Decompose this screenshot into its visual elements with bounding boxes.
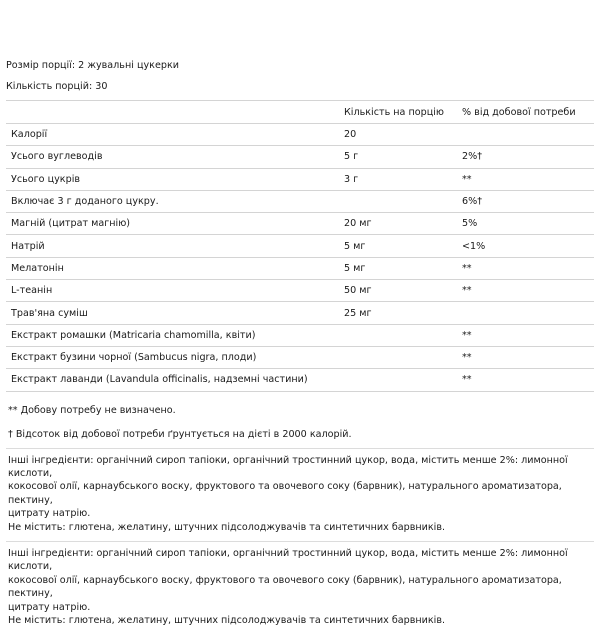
nutrient-amount: 20 мг (339, 213, 457, 235)
table-row (6, 346, 594, 368)
table-row (6, 257, 594, 279)
table-header-row (6, 101, 594, 124)
nutrient-name: Трав'яна суміш (6, 302, 339, 324)
nutrient-name: Включає 3 г доданого цукру. (6, 190, 339, 212)
free-from-line: Не містить: глютена, желатину, штучних підсолоджувачів та синтетичних барвників. (8, 615, 446, 627)
nutrient-name: Екстракт ромашки (Matricaria chamomilla, квіти) (6, 324, 339, 346)
table-row (6, 369, 594, 391)
table-row (6, 280, 594, 302)
footnote-dv-basis: † Відсоток від добової потреби ґрунтується на дієті в 2000 калорій. (8, 428, 352, 440)
nutrient-daily-value: ** (457, 346, 594, 368)
ingredients-block (6, 547, 594, 627)
ingredients-line: цитрату натрію. (8, 508, 91, 520)
nutrient-name: L-теанін (6, 280, 339, 302)
nutrient-name: Магній (цитрат магнію) (6, 213, 339, 235)
nutrient-daily-value (457, 302, 594, 324)
nutrient-daily-value: ** (457, 369, 594, 391)
nutrient-name: Натрій (6, 235, 339, 257)
nutrient-daily-value: ** (457, 280, 594, 302)
table-row (6, 302, 594, 324)
nutrient-amount (339, 369, 457, 391)
free-from-line: Не містить: глютена, желатину, штучних підсолоджувачів та синтетичних барвників. (8, 521, 446, 533)
nutrient-name: Екстракт бузини чорної (Sambucus nigra, плоди) (6, 346, 339, 368)
nutrition-table (6, 100, 594, 392)
nutrient-amount: 5 г (339, 146, 457, 168)
divider (6, 448, 594, 449)
table-row (6, 235, 594, 257)
divider (6, 541, 594, 542)
table-row (6, 324, 594, 346)
column-header-daily-value: % від добової потреби (457, 101, 594, 124)
nutrient-name: Усього вуглеводів (6, 146, 339, 168)
ingredients-line: Інші інгредієнти: органічний сироп тапіоки, органічний тростинний цукор, вода, містить менше 2%: лимонної кислоти, (8, 454, 568, 479)
servings-count: Кількість порцій: 30 (6, 81, 108, 92)
nutrient-amount: 20 (339, 124, 457, 146)
nutrient-amount: 5 мг (339, 257, 457, 279)
nutrient-daily-value (457, 124, 594, 146)
nutrient-name: Мелатонін (6, 257, 339, 279)
table-row (6, 213, 594, 235)
ingredients-line: Інші інгредієнти: органічний сироп тапіоки, органічний тростинний цукор, вода, містить менше 2%: лимонної кислоти, (8, 548, 568, 573)
ingredients-line: кокосової олії, карнаубського воску, фруктового та овочевого соку (барвник), натурального ароматизатора, пектину, (8, 481, 562, 506)
table-row (6, 146, 594, 168)
ingredients-line: кокосової олії, карнаубського воску, фруктового та овочевого соку (барвник), натурального ароматизатора, пектину, (8, 574, 562, 600)
nutrient-amount (339, 324, 457, 346)
serving-size: Розмір порції: 2 жувальні цукерки (6, 60, 179, 71)
nutrient-amount: 5 мг (339, 235, 457, 257)
nutrient-daily-value: <1% (457, 235, 594, 257)
nutrient-amount (339, 190, 457, 212)
supplement-facts (6, 55, 594, 627)
table-row (6, 168, 594, 190)
nutrient-daily-value: 6%† (457, 190, 594, 212)
ingredients-block (6, 454, 594, 534)
table-row (6, 124, 594, 146)
footnote-dv-not-established: ** Добову потребу не визначено. (8, 404, 176, 416)
ingredients-line: цитрату натрію. (8, 601, 91, 613)
nutrient-daily-value: 5% (457, 213, 594, 235)
nutrient-name: Калорії (6, 124, 339, 146)
nutrient-amount: 25 мг (339, 302, 457, 324)
nutrient-amount (339, 346, 457, 368)
nutrient-daily-value: ** (457, 257, 594, 279)
nutrient-amount: 50 мг (339, 280, 457, 302)
nutrient-name: Екстракт лаванди (Lavandula officinalis, надземні частини) (6, 369, 339, 391)
nutrient-name: Усього цукрів (6, 168, 339, 190)
nutrient-daily-value: ** (457, 324, 594, 346)
column-header-amount: Кількість на порцію (339, 101, 457, 124)
column-header-nutrient (6, 101, 339, 124)
table-row (6, 190, 594, 212)
nutrient-amount: 3 г (339, 168, 457, 190)
nutrient-daily-value: 2%† (457, 146, 594, 168)
nutrient-daily-value: ** (457, 168, 594, 190)
